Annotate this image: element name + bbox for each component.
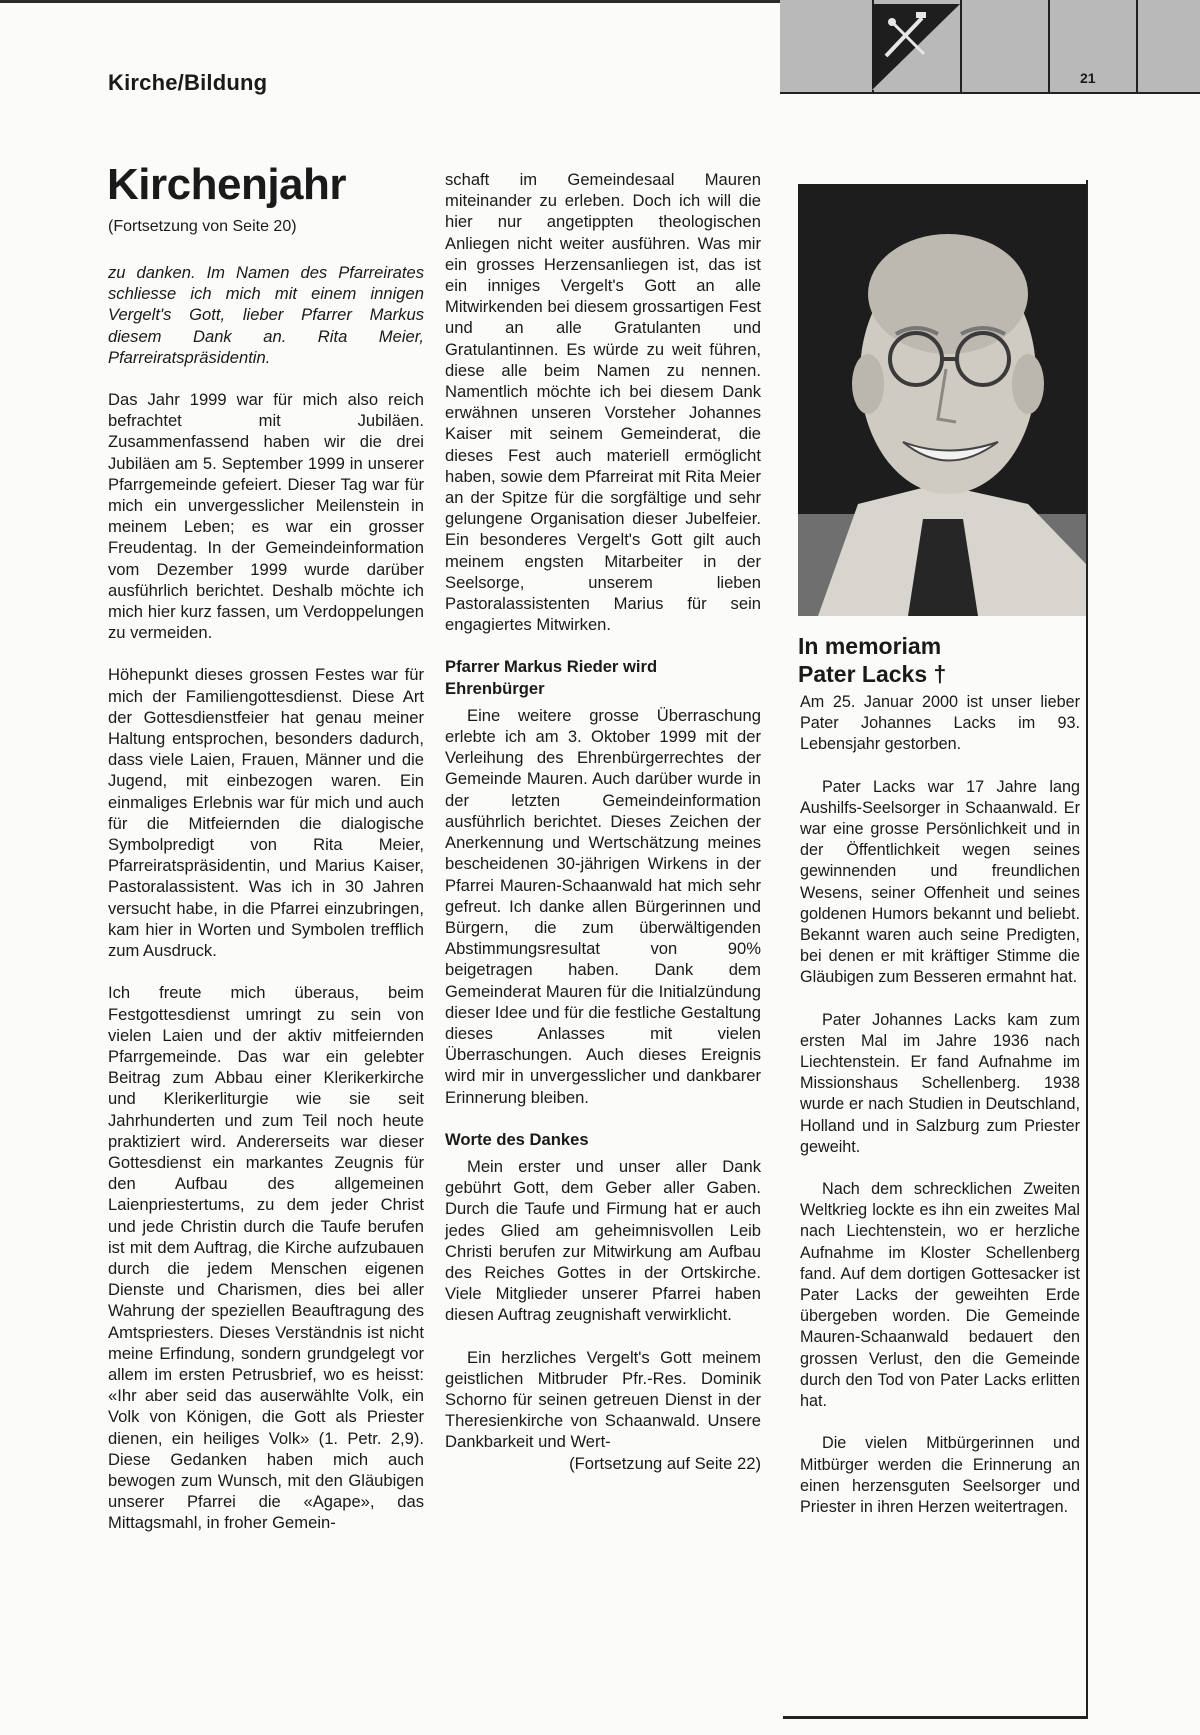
continuation-note: (Fortsetzung auf Seite 22) bbox=[569, 1453, 761, 1473]
memoriam-text bbox=[800, 692, 1080, 1539]
subheading-ehrenbuerger: Pfarrer Markus Rieder wird Ehrenbürger bbox=[445, 657, 658, 698]
memoriam-heading bbox=[798, 632, 946, 688]
article-paragraph: zu danken. Im Namen des Pfarreirates schliesse ich mich mit einem innigen Vergelt's Gott, lieber Pfarrer Markus diesem Dank an. Rita Meier, Pfarreiratspräsidentin. bbox=[108, 263, 424, 367]
memoriam-paragraph: Pater Lacks war 17 Jahre lang Aushilfs-Seelsorger in Schaanwald. Er war eine grosse Persönlichkeit und in der Öffentlichkeit wegen seines gewinnenden und freundlichen Wesens, seiner Offenheit und seines goldenen Humors bekannt und beliebt. Bekannt waren auch seine Predigten, bei denen er mit kräftiger Stimme die Gläubigen zum Besseren ermahnt hat. bbox=[800, 777, 1080, 987]
portrait-photo bbox=[798, 184, 1086, 616]
memoriam-heading-line: In memoriam bbox=[798, 633, 942, 659]
memoriam-paragraph: Am 25. Januar 2000 ist unser lieber Pater Johannes Lacks im 93. Lebensjahr gestorben. bbox=[800, 693, 1080, 754]
article-paragraph: Eine weitere grosse Überraschung erlebte ich am 3. Oktober 1999 mit der Verleihung des Ehrenbürgerrechtes der Gemeinde Mauren. Auch darüber wurde in der letzten Gemeindeinformation ausführlich berichtet. Dieses Zeichen der Anerkennung und Wertschätzung meines bescheidenen 30-jährigen Wirkens in der Pfarrei Mauren-Schaanwald hat mich sehr gefreut. Ich danke allen Bürgerinnen und Bürgern, die zum überwältigenden Abstimmungsresultat von 90% beigetragen haben. Dank dem Gemeinderat Mauren für die Initialzündung dieser Idee und für die festliche Gestaltung dieses Anlasses mit vielen Überraschungen. Auch dieses Ereignis wird mir in unvergesslicher und dankbarer Erinnerung bleiben. bbox=[445, 705, 761, 1107]
article-paragraph: Mein erster und unser aller Dank gebührt Gott, dem Geber aller Gaben. Durch die Taufe und Firmung hat er auch jedes Glied am geheimnisvollen Leib Christi berufen zur Mitwirkung am Aufbau des Reiches Gottes in der Ortskirche. Viele Mitglieder unserer Pfarrei haben diesen Auftrag zeugnishaft verwirklicht. bbox=[445, 1156, 761, 1325]
article-paragraph: Ein herzliches Vergelt's Gott meinem geistlichen Mitbruder Pfr.-Res. Dominik Schorno für seinen getreuen Dienst in der Theresienkirche von Schaanwald. Unsere Dankbarkeit und Wert- bbox=[445, 1347, 761, 1452]
article-paragraph: Das Jahr 1999 war für mich also reich befrachtet mit Jubiläen. Zusammenfassend haben wir die drei Jubiläen am 5. September 1999 in unserer Pfarrgemeinde gefeiert. Dieser Tag war für mich ein unvergesslicher Meilenstein in meinem Leben; es war ein grosser Freudentag. In der Gemeindeinformation vom Dezember 1999 wurde darüber ausführlich berichtet. Deshalb möchte ich mich hier kurz fassen, um Verdoppelungen zu vermeiden. bbox=[108, 390, 424, 643]
memoriam-paragraph: Pater Johannes Lacks kam zum ersten Mal im Jahre 1936 nach Liechtenstein. Er fand Aufnahme im Missionshaus Schellenberg. 1938 wurde er nach Studien in Deutschland, Holland und in Salzburg zum Priester geweiht. bbox=[800, 1010, 1080, 1156]
article-title: Kirchenjahr bbox=[107, 160, 347, 209]
article-paragraph: Ich freute mich überaus, beim Festgottesdienst umringt zu sein von vielen Laien und der aktiv mitfeiernden Pfarrgemeinde. Das war ein gelebter Beitrag zum Abbau einer Klerikerkirche und Klerikerliturgie wie sie seit Jahrhunderten und zum Teil noch heute praktiziert wird. Andererseits war dieser Gottesdienst ein markantes Zeugnis für den Aufbau des allgemeinen Laienpriestertums, zu dem jeder Christ und jede Christin durch die Taufe berufen ist mit dem Auftrag, die Kirche aufzubauen durch die jedem Menschen eigenen Dienste und Charismen, dies bei aller Wahrung der speziellen Beauftragung des Amtspriesters. Dieses Verständnis ist nicht meine Erfindung, sondern grundgelegt vor allem im ersten Petrusbrief, wo es heisst: «Ihr aber seid das auserwählte Volk, ein Volk von Königen, die Gott als Priester dienen, ein heiliges Volk» (1. Petr. 2,9). Diese Gedanken haben mich auch bewogen zum Wunsch, mit den Gläubigen unserer Pfarrei die «Agape», das Mittagsmahl, in froher Gemein- bbox=[108, 983, 424, 1533]
memoriam-heading-line: Pater Lacks † bbox=[798, 661, 947, 687]
memoriam-paragraph: Nach dem schrecklichen Zweiten Weltkrieg lockte es ihn ein zweites Mal nach Liechtenstein, wo er herzliche Aufnahme im Kloster Schellenberg fand. Auf dem dortigen Gottesacker ist Pater Lacks der geweihten Erde übergeben worden. Die Gemeinde Mauren-Schaanwald bedauert den grossen Verlust, den die Gemeinde durch den Tod von Pater Lacks erlitten hat. bbox=[800, 1180, 1080, 1411]
header-band bbox=[780, 0, 1200, 92]
header-rule bbox=[780, 92, 1200, 94]
article-column-1 bbox=[108, 262, 424, 1555]
article-paragraph: schaft im Gemeindesaal Mauren miteinander zu erleben. Doch ich will die hier nur angetippten theologischen Anliegen nicht weiter ausführen. Was mir ein grosses Herzensanliegen ist, das ist ein inniges Vergelt's Gott an alle Mitwirkenden bei diesem grossartigen Fest und an alle Gratulanten und Gratulantinnen. Es würde zu weit führen, diese alle beim Namen zu nennen. Namentlich möchte ich bei diesem Dank erwähnen unseren Vorsteher Johannes Kaiser mit seinem Gemeinderat, die dieses Fest auch materiell ermöglicht haben, sowie dem Pfarreirat mit Rita Meier an der Spitze für die sorgfältige und sehr gelungene Organisation dieser Jubelfeier. Ein besonderes Vergelt's Gott gilt auch meinem engsten Mitarbeiter in der Seelsorge, unserem lieben Pastoralassistenten Marius für sein engagiertes Mitwirken. bbox=[445, 170, 761, 635]
band-divider bbox=[1048, 0, 1050, 92]
article-column-2 bbox=[445, 169, 761, 1474]
band-divider bbox=[1136, 0, 1138, 92]
section-title: Kirche/Bildung bbox=[108, 70, 268, 95]
municipal-coat-of-arms-icon bbox=[872, 4, 960, 90]
memoriam-paragraph: Die vielen Mitbürgerinnen und Mitbürger werden die Erinnerung an einen herzensguten Seelsorger und Priester in ihren Herzen weitertragen. bbox=[800, 1434, 1080, 1516]
article-subtitle: (Fortsetzung von Seite 20) bbox=[108, 218, 297, 235]
box-border bbox=[783, 1716, 1088, 1719]
article-paragraph: Höhepunkt dieses grossen Festes war für mich der Familiengottesdienst. Diese Art der Gottesdienstfeier hat genau meiner Haltung entsprochen, besonders dadurch, dass viele Laien, Frauen, Männer und die Jugend, mit einbezogen waren. Ein einmaliges Erlebnis war für mich und auch für die Mitfeiernden die dialogische Symbolpredigt von Rita Meier, Pfarreiratspräsidentin, und Marius Kaiser, Pastoralassistent. Was ich in 30 Jahren versucht habe, in die Pfarrei einzubringen, kam hier in Worten und Symbolen trefflich zum Ausdruck. bbox=[108, 665, 424, 961]
band-divider bbox=[960, 0, 962, 92]
box-border bbox=[1086, 180, 1088, 1717]
page-number: 21 bbox=[1080, 70, 1096, 86]
in-memoriam-box bbox=[783, 180, 1093, 1735]
subheading-dankes: Worte des Dankes bbox=[445, 1129, 589, 1149]
